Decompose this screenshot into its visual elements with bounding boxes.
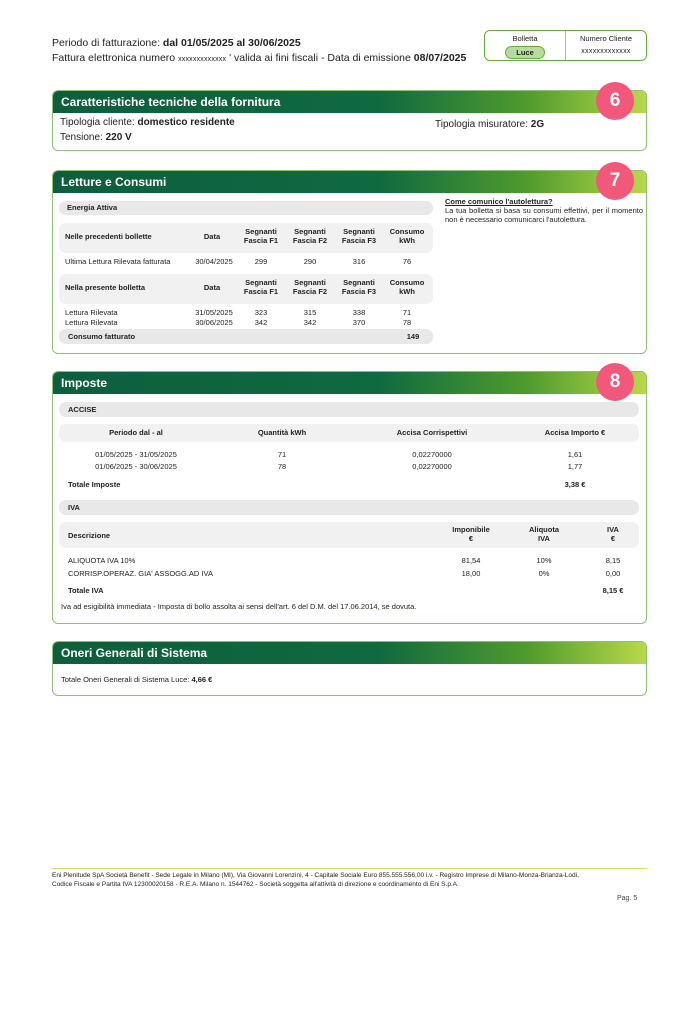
col-f3-l1: Segnanti: [343, 227, 375, 236]
bill-header: [52, 36, 466, 67]
reading-kwh: 78: [402, 318, 412, 327]
section-title: Oneri Generali di Sistema: [61, 646, 208, 660]
col-quantita: Quantità kWh: [257, 428, 307, 437]
accise-bar: ACCISE: [59, 402, 639, 417]
prev-row-kwh: 76: [402, 257, 412, 266]
tipologia-misuratore: [435, 119, 544, 130]
totale-iva-label: Totale IVA: [68, 586, 104, 595]
consumo-fatturato-bar: [59, 329, 433, 344]
iva-imponibile: 18,00: [461, 569, 481, 578]
reading-label: Lettura Rilevata: [65, 308, 118, 317]
col-f1: [239, 227, 283, 245]
reading-row: [65, 308, 439, 318]
col-f1-l1: Segnanti: [245, 278, 277, 287]
col-f3-l2: Fascia F3: [341, 236, 377, 245]
accise-qty: 78: [277, 462, 287, 471]
col-imponibile-l2: €: [468, 534, 474, 543]
autolettura-info: [445, 197, 643, 224]
numero-cliente-label: Numero Cliente: [579, 34, 633, 43]
col-aliquota: [514, 525, 574, 543]
col-imponibile-l1: Imponibile: [452, 525, 490, 534]
issue-date: 08/07/2025: [413, 52, 467, 64]
footer-line1: Eni Plenitude SpA Società Benefit - Sede Legale in Milano (MI), Via Giovanni Lorenzini, 4 - Capitale Sociale Euro 855.555.556,00 i.v. - Registro Imprese di Milano-Monza-Brianza-Lodi,: [52, 872, 579, 879]
prev-header-row: [59, 223, 433, 253]
pres-label: Nella presente bolletta: [65, 283, 146, 292]
col-f3: [337, 278, 381, 296]
prev-row: [65, 257, 439, 267]
tensione-value: 220 V: [105, 132, 132, 143]
accise-qty: 71: [277, 450, 287, 459]
section-header: [53, 171, 646, 193]
section-number-badge: 8: [596, 363, 634, 401]
iva-aliquota: 0%: [538, 569, 550, 578]
billing-period: [52, 36, 466, 51]
accise-corr: 0,02270000: [412, 462, 452, 471]
autolettura-text: La tua bolletta si basa su consumi effettivi, per il momento non è necessario comunicarci l'autolettura.: [445, 206, 643, 224]
col-data: Data: [203, 232, 221, 241]
iva-row: [59, 556, 639, 566]
accise-header-row: [59, 424, 639, 442]
pres-header-row: [59, 274, 433, 304]
col-aliquota-l2: IVA: [538, 534, 550, 543]
bolletta-label: Bolletta: [512, 34, 538, 43]
accise-corr: 0,02270000: [412, 450, 452, 459]
col-f2-l1: Segnanti: [294, 227, 326, 236]
accise-imp: 1,61: [567, 450, 583, 459]
reading-f3: 370: [352, 318, 366, 327]
col-iva-l2: €: [610, 534, 616, 543]
col-descrizione: Descrizione: [68, 531, 111, 540]
prev-row-date: 30/04/2025: [195, 257, 233, 266]
totale-iva-value: 8,15 €: [602, 586, 624, 595]
col-f1-l1: Segnanti: [245, 227, 277, 236]
col-f2: [288, 278, 332, 296]
section-title: Caratteristiche tecniche della fornitura: [61, 95, 281, 109]
accise-imp: 1,77: [567, 462, 583, 471]
iva-desc: CORRISP.OPERAZ. GIA' ASSOGG.AD IVA: [68, 569, 213, 578]
period-value: dal 01/05/2025 al 30/06/2025: [162, 37, 301, 49]
section-header: [53, 642, 646, 664]
iva-bar: IVA: [59, 500, 639, 515]
totale-imposte-label: Totale Imposte: [68, 480, 121, 489]
reading-f1: 323: [254, 308, 268, 317]
col-f2-l1: Segnanti: [294, 278, 326, 287]
col-kwh-l2: kWh: [399, 236, 415, 245]
tensione: [60, 132, 132, 143]
col-kwh-l1: Consumo: [389, 278, 425, 287]
col-f1-l2: Fascia F1: [243, 287, 279, 296]
legal-footer: [52, 868, 647, 889]
tipologia-cliente-value: domestico residente: [137, 117, 235, 128]
col-accisa-importo: Accisa Importo €: [544, 428, 606, 437]
col-data: Data: [203, 283, 221, 292]
bolletta-type-badge: Luce: [505, 46, 545, 59]
totale-imposte-value: 3,38 €: [564, 480, 586, 489]
misuratore-value: 2G: [530, 119, 545, 130]
section-title: Imposte: [61, 376, 108, 390]
autolettura-title: Come comunico l'autolettura?: [445, 197, 553, 206]
col-kwh: [385, 278, 429, 296]
iva-header-row: [59, 522, 639, 548]
invoice-number: xxxxxxxxxxxxx: [178, 56, 227, 63]
section-number-badge: 6: [596, 82, 634, 120]
iva-row: [59, 569, 639, 579]
col-f2: [288, 227, 332, 245]
tipologia-cliente-label: Tipologia cliente:: [60, 117, 135, 128]
reading-date: 30/06/2025: [195, 318, 233, 327]
col-f1: [239, 278, 283, 296]
iva-note: Iva ad esigibilità immediata - Imposta di bollo assolta ai sensi dell'art. 6 del D.M. del 17.06.2014, se dovuta.: [61, 602, 417, 611]
accise-row: [59, 450, 639, 460]
col-f2-l2: Fascia F2: [292, 287, 328, 296]
oneri-label: Totale Oneri Generali di Sistema Luce:: [61, 675, 190, 684]
reading-f1: 342: [254, 318, 268, 327]
iva-desc: ALIQUOTA IVA 10%: [68, 556, 136, 565]
section-letture-consumi: [52, 170, 647, 354]
energia-attiva-bar: Energia Attiva: [59, 201, 433, 215]
invoice-mid: ' valida ai fini fiscali - Data di emissione: [229, 52, 411, 64]
period-label: Periodo di fatturazione:: [52, 37, 160, 49]
reading-row: [65, 318, 439, 328]
tipologia-cliente: [60, 117, 235, 128]
col-kwh-l2: kWh: [399, 287, 415, 296]
section-caratteristiche: [52, 90, 647, 151]
col-f1-l2: Fascia F1: [243, 236, 279, 245]
oneri-total: [61, 675, 212, 684]
page-number: Pag. 5: [617, 895, 638, 902]
col-imponibile: [441, 525, 501, 543]
invoice-prefix: Fattura elettronica numero: [52, 52, 176, 64]
reading-kwh: 71: [402, 308, 412, 317]
iva-importo: 8,15: [605, 556, 621, 565]
iva-imponibile: 81,54: [461, 556, 481, 565]
accise-period: 01/05/2025 - 31/05/2025: [95, 450, 177, 459]
section-header: [53, 372, 646, 394]
col-f3-l1: Segnanti: [343, 278, 375, 287]
col-f3: [337, 227, 381, 245]
reading-f2: 315: [303, 308, 317, 317]
oneri-value: 4,66 €: [191, 675, 213, 684]
invoice-line: [52, 51, 466, 67]
consumo-fatturato-value: 149: [406, 332, 420, 341]
section-title: Letture e Consumi: [61, 175, 167, 189]
col-periodo: Periodo dal - al: [109, 428, 163, 437]
col-iva: [583, 525, 643, 543]
bolletta-col: [485, 31, 565, 60]
prev-row-f2: 290: [303, 257, 317, 266]
iva-importo: 0,00: [605, 569, 621, 578]
prev-row-f3: 316: [352, 257, 366, 266]
section-imposte: [52, 371, 647, 624]
col-kwh-l1: Consumo: [389, 227, 425, 236]
col-f3-l2: Fascia F3: [341, 287, 377, 296]
client-box: [484, 30, 647, 61]
section-number-badge: 7: [596, 162, 634, 200]
col-iva-l1: IVA: [607, 525, 619, 534]
accise-period: 01/06/2025 - 30/06/2025: [95, 462, 177, 471]
col-kwh: [385, 227, 429, 245]
col-accisa-corrispettivi: Accisa Corrispettivi: [396, 428, 468, 437]
totale-imposte-row: [59, 480, 639, 490]
section-header: [53, 91, 646, 113]
consumo-fatturato-label: Consumo fatturato: [68, 332, 136, 341]
col-aliquota-l1: Aliquota: [529, 525, 559, 534]
numero-cliente-value: xxxxxxxxxxxxx: [581, 48, 631, 55]
reading-f2: 342: [303, 318, 317, 327]
iva-aliquota: 10%: [536, 556, 552, 565]
reading-f3: 338: [352, 308, 366, 317]
reading-date: 31/05/2025: [195, 308, 233, 317]
section-oneri-generali: [52, 641, 647, 696]
col-f2-l2: Fascia F2: [292, 236, 328, 245]
footer-line2: Codice Fiscale e Partita IVA 12300020158 - R.E.A. Milano n. 1544762 - Società soggetta all'attività di direzione e coordinamento di Eni S.p.A.: [52, 881, 459, 888]
totale-iva-row: [59, 586, 639, 596]
tensione-label: Tensione:: [60, 132, 103, 143]
prev-row-f1: 299: [254, 257, 268, 266]
prev-label: Nelle precedenti bollette: [65, 232, 152, 241]
reading-label: Lettura Rilevata: [65, 318, 118, 327]
misuratore-label: Tipologia misuratore:: [435, 119, 529, 130]
prev-row-label: Ultima Lettura Rilevata fatturata: [65, 257, 171, 266]
accise-row: [59, 462, 639, 472]
numero-cliente-col: [565, 31, 646, 60]
